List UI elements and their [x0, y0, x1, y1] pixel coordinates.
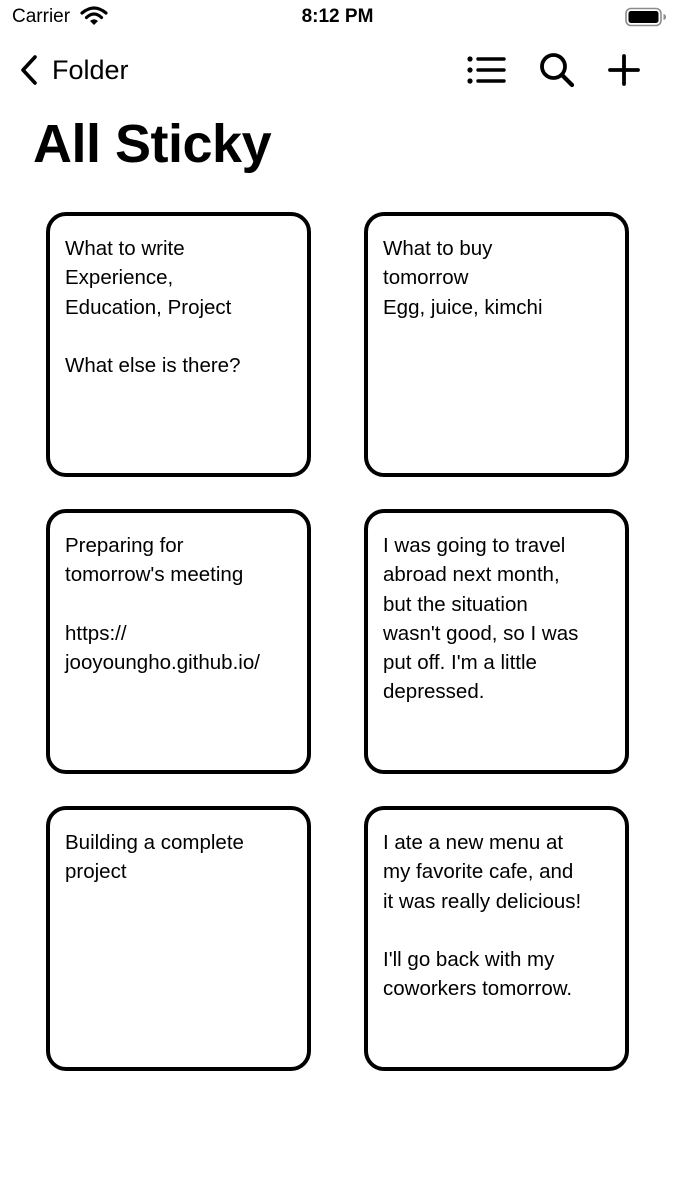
list-view-button[interactable] — [464, 48, 508, 92]
sticky-note-card[interactable]: What to write Experience, Education, Project What else is there? — [46, 212, 311, 477]
list-icon — [466, 54, 506, 86]
carrier-label: Carrier — [12, 6, 71, 27]
back-button[interactable] — [18, 50, 129, 90]
page-title: All Sticky — [33, 114, 272, 174]
sticky-note-card[interactable]: What to buy tomorrow Egg, juice, kimchi — [364, 212, 629, 477]
sticky-note-card[interactable]: I ate a new menu at my favorite cafe, and it was really delicious! I'll go back with my coworkers tomorrow. — [364, 806, 629, 1071]
sticky-note-card[interactable]: Preparing for tomorrow's meeting https:// jooyoungho.github.io/ — [46, 509, 311, 774]
status-time: 8:12 PM — [301, 6, 374, 27]
sticky-note-card[interactable]: I was going to travel abroad next month, but the situation wasn't good, so I was put off. I'm a little depressed. — [364, 509, 629, 774]
battery-icon — [625, 7, 667, 27]
search-icon — [538, 51, 576, 89]
search-button[interactable] — [535, 48, 579, 92]
chevron-left-icon — [18, 53, 40, 87]
back-button-label: Folder — [52, 54, 129, 85]
status-bar — [0, 0, 675, 36]
add-note-button[interactable] — [602, 48, 646, 92]
plus-icon — [607, 53, 641, 87]
sticky-note-card[interactable]: Building a complete project — [46, 806, 311, 1071]
